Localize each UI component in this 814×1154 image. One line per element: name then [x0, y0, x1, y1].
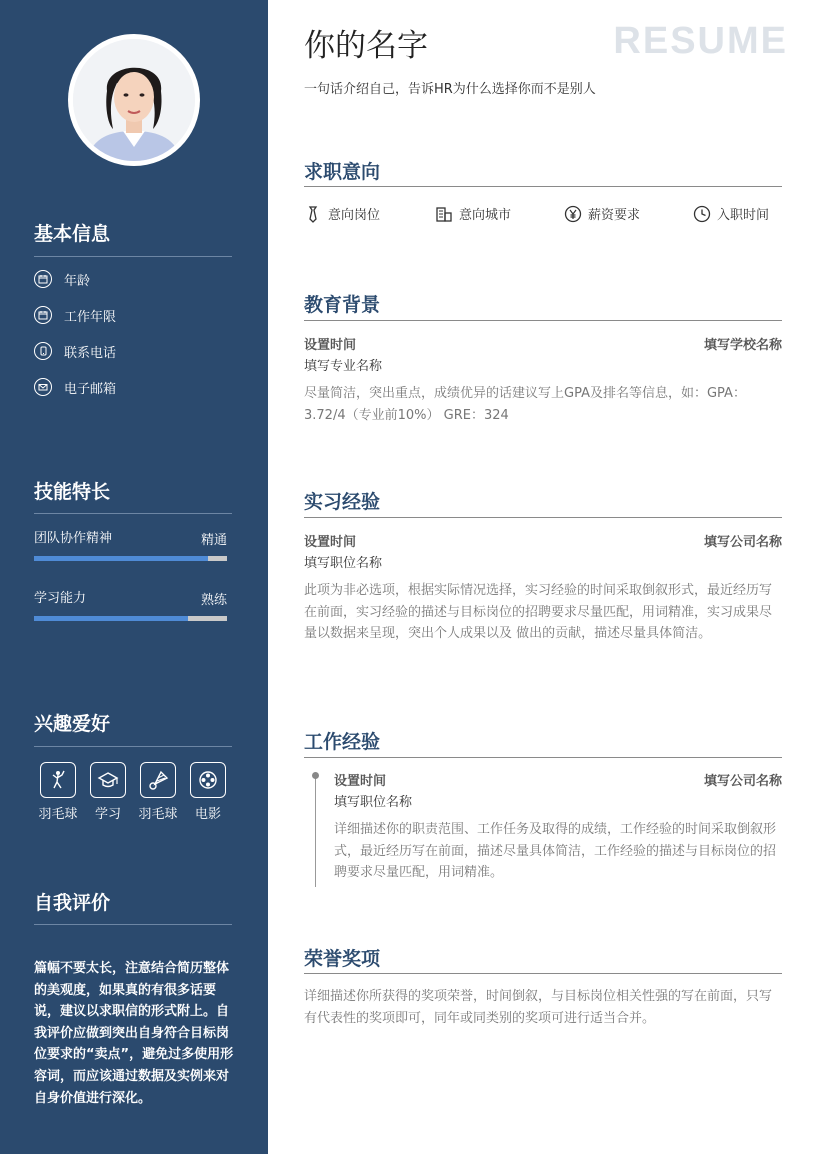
work-company: 填写公司名称	[703, 774, 782, 789]
intent-salary	[564, 204, 640, 223]
intro-text: 一句话介绍自己，告诉HR为什么选择你而不是别人	[304, 82, 596, 97]
skill-level: 精通	[200, 533, 227, 548]
building-icon	[435, 205, 453, 223]
education-school: 填写学校名称	[703, 338, 782, 353]
internship-position: 填写职位名称	[304, 556, 383, 571]
hobby-badminton-2	[133, 762, 183, 822]
avatar-frame	[68, 34, 200, 166]
info-item-work-years	[34, 305, 116, 325]
hobby-movie	[183, 762, 233, 822]
calendar-icon	[34, 306, 52, 324]
sidebar	[0, 0, 268, 1154]
intent-title: 求职意向	[304, 161, 381, 183]
education-desc: 尽量简洁，突出重点，成绩优异的话建议写上GPA及排名等信息，如：GPA：3.72/4（专业前10%） GRE：324	[304, 386, 746, 423]
intent-position	[304, 204, 380, 223]
shuttlecock-icon	[140, 762, 176, 798]
resume-watermark: RESUME	[613, 20, 788, 62]
info-label: 电子邮箱	[64, 381, 117, 397]
clock-icon	[693, 205, 711, 223]
section-divider	[304, 973, 782, 974]
section-divider	[304, 186, 782, 187]
skill-bar	[34, 556, 227, 561]
work-time: 设置时间	[334, 774, 387, 789]
section-divider	[304, 320, 782, 321]
intent-label: 入职时间	[717, 208, 770, 223]
education-time: 设置时间	[304, 338, 357, 353]
skill-bar-fill	[34, 556, 208, 561]
hobby-label: 学习	[94, 807, 121, 822]
internship-desc: 此项为非必选项，根据实际情况选择，实习经验的时间采取倒叙形式，最近经历写在前面，实习经验的描述与目标岗位的招聘要求尽量匹配，用词精准，实习成果尽量以数据来呈现，突出个人成果以及 做出的贡献，描述尽量具体简洁。	[304, 583, 773, 642]
tie-icon	[304, 205, 322, 223]
section-divider	[34, 746, 232, 747]
badminton-player-icon	[40, 762, 76, 798]
skill-bar-fill	[34, 616, 188, 621]
section-divider	[34, 924, 232, 925]
work-title: 工作经验	[304, 731, 381, 753]
intent-city	[435, 204, 511, 223]
basic-info-title: 基本信息	[34, 223, 111, 245]
education-major: 填写专业名称	[304, 359, 383, 374]
skill-level: 熟练	[200, 593, 227, 608]
hobby-label: 电影	[194, 807, 221, 822]
info-item-email	[34, 377, 116, 397]
hobbies-title: 兴趣爱好	[34, 713, 111, 735]
self-eval-title: 自我评价	[34, 892, 111, 914]
honors-desc: 详细描述你所获得的奖项荣誉，时间倒叙，与目标岗位相关性强的写在前面，只写有代表性的奖项即可，同年或同类别的奖项可进行适当合并。	[304, 989, 773, 1026]
section-divider	[34, 513, 232, 514]
main-content	[304, 0, 788, 1154]
intent-label: 意向岗位	[328, 208, 381, 223]
hobby-label: 羽毛球	[38, 807, 78, 822]
intent-label: 意向城市	[459, 208, 512, 223]
self-eval-text: 篇幅不要太长，注意结合简历整体的美观度，如果真的有很多话要说，建议以求职信的形式附上。自我评价应做到突出自身符合目标岗位要求的“卖点”，避免过多使用形容词，而应该通过数据及实例来对自身价值进行深化。	[34, 961, 234, 1106]
hobby-study	[83, 762, 133, 822]
graduation-cap-icon	[90, 762, 126, 798]
section-divider	[34, 256, 232, 257]
info-label: 年龄	[64, 273, 91, 289]
intent-label: 薪资要求	[588, 208, 641, 223]
honors-title: 荣誉奖项	[304, 948, 381, 970]
internship-title: 实习经验	[304, 491, 381, 513]
internship-company: 填写公司名称	[703, 535, 782, 550]
section-divider	[304, 517, 782, 518]
hobby-badminton	[33, 762, 83, 822]
skill-name: 团队协作精神	[34, 531, 113, 546]
internship-time: 设置时间	[304, 535, 357, 550]
work-position: 填写职位名称	[334, 795, 413, 810]
phone-icon	[34, 342, 52, 360]
skill-bar	[34, 616, 227, 621]
skill-name: 学习能力	[34, 591, 87, 606]
calendar-icon	[34, 270, 52, 288]
name-heading: 你的名字	[304, 28, 428, 64]
info-item-age	[34, 269, 90, 289]
film-reel-icon	[190, 762, 226, 798]
hobby-label: 羽毛球	[138, 807, 178, 822]
mail-icon	[34, 378, 52, 396]
work-desc: 详细描述你的职责范围、工作任务及取得的成绩，工作经验的时间采取倒叙形式，最近经历写在前面，描述尽量具体简洁，工作经验的描述与目标岗位的招聘要求尽量匹配，用词精准。	[334, 822, 777, 881]
timeline-dot	[312, 772, 319, 779]
info-label: 工作年限	[64, 309, 117, 325]
skills-title: 技能特长	[34, 481, 111, 503]
info-item-phone	[34, 341, 116, 361]
section-divider	[304, 757, 782, 758]
yen-icon	[564, 205, 582, 223]
education-title: 教育背景	[304, 294, 381, 316]
info-label: 联系电话	[64, 345, 117, 361]
intent-start-date	[693, 204, 769, 223]
timeline-line	[315, 775, 316, 887]
avatar	[73, 39, 195, 161]
